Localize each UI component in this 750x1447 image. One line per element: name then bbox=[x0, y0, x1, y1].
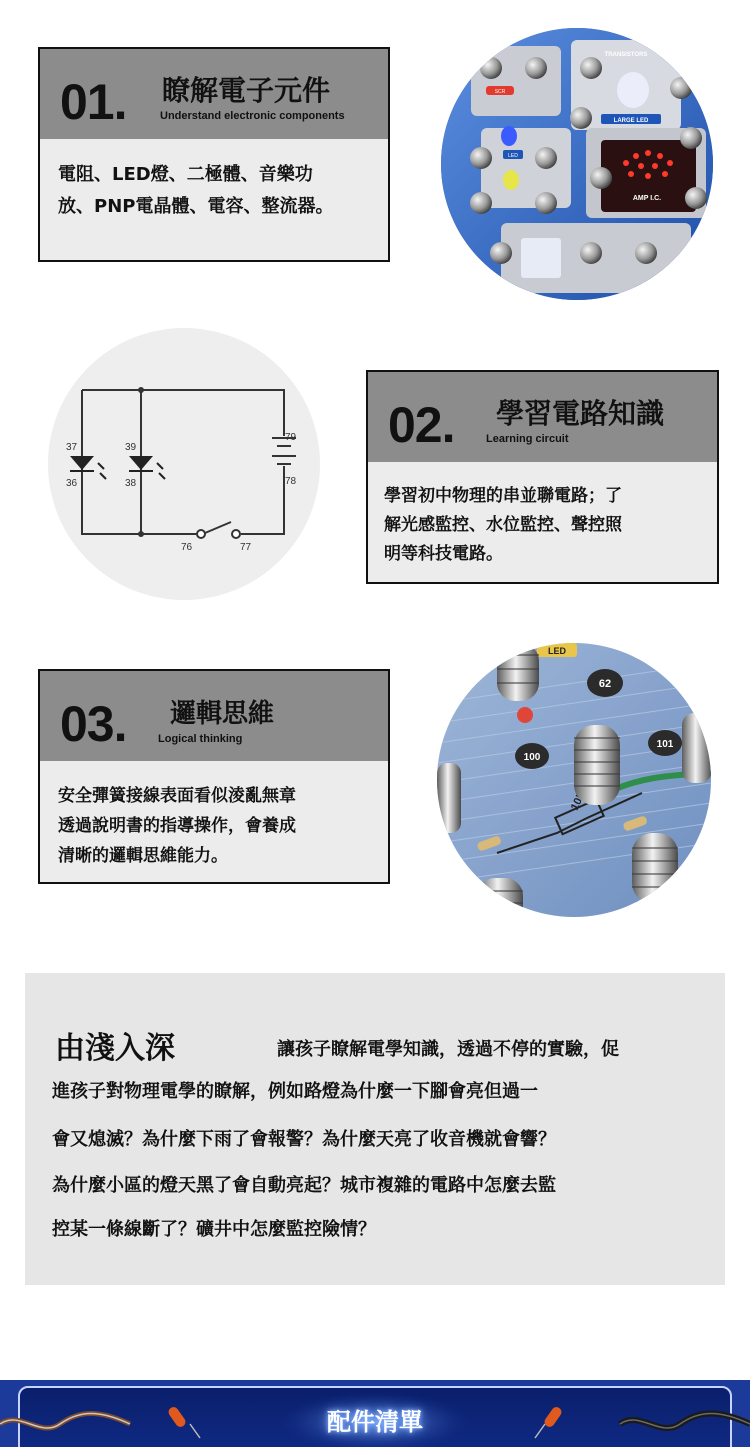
feature-title: 學習電路知識 bbox=[496, 397, 665, 430]
feature-card-02 bbox=[366, 370, 719, 584]
svg-text:79: 79 bbox=[285, 432, 297, 443]
intro-text-line: 為什麼小區的燈天黑了會自動亮起？城市複雜的電路中怎麼去監 bbox=[52, 1175, 556, 1196]
feature-description: 電阻、LED燈、二極體、音樂功 放、PNP電晶體、電容、整流器。 bbox=[58, 164, 334, 217]
svg-text:78: 78 bbox=[285, 476, 297, 487]
svg-text:LARGE LED: LARGE LED bbox=[613, 118, 649, 124]
intro-text-line: 會又熄滅？為什麼下雨了會報警？為什麼天亮了收音機就會響？ bbox=[52, 1129, 556, 1150]
intro-text-line: 讓孩子瞭解電學知識，透過不停的實驗，促 bbox=[277, 1039, 619, 1060]
svg-text:SCR: SCR bbox=[494, 89, 506, 95]
schematic-image bbox=[48, 328, 320, 600]
led-component-icon bbox=[535, 1405, 563, 1438]
feature-subtitle: Learning circuit bbox=[486, 433, 569, 445]
svg-text:76: 76 bbox=[181, 542, 193, 553]
svg-text:36: 36 bbox=[66, 478, 78, 489]
feature-number: 02. bbox=[388, 397, 455, 453]
svg-text:LED: LED bbox=[508, 153, 518, 159]
accessories-banner bbox=[0, 1380, 750, 1447]
feature-title: 邏輯思維 bbox=[170, 699, 275, 729]
feature-number: 03. bbox=[60, 696, 127, 752]
feature-subtitle: Understand electronic components bbox=[160, 110, 345, 122]
circuit-board-image bbox=[441, 28, 713, 300]
svg-text:TRANSISTORS: TRANSISTORS bbox=[604, 52, 648, 58]
feature-card-01 bbox=[38, 47, 390, 262]
feature-title: 瞭解電子元件 bbox=[162, 74, 331, 107]
svg-text:37: 37 bbox=[66, 442, 78, 453]
banner-title: 配件清單 bbox=[327, 1408, 423, 1436]
intro-text-line: 控某一條線斷了？礦井中怎麼監控險情？ bbox=[52, 1219, 376, 1240]
feature-description: 學習初中物理的串並聯電路；了 解光感監控、水位監控、聲控照 明等科技電路。 bbox=[384, 486, 622, 564]
svg-text:101: 101 bbox=[656, 739, 674, 750]
spring-connectors-image bbox=[437, 643, 711, 917]
svg-text:LED: LED bbox=[548, 646, 566, 656]
svg-text:39: 39 bbox=[125, 442, 137, 453]
svg-text:100: 100 bbox=[523, 752, 541, 763]
feature-subtitle: Logical thinking bbox=[158, 733, 243, 745]
svg-text:38: 38 bbox=[125, 478, 137, 489]
feature-number: 01. bbox=[60, 74, 127, 130]
intro-text-line: 進孩子對物理電學的瞭解，例如路燈為什麼一下腳會亮但過一 bbox=[52, 1081, 538, 1102]
intro-heading: 由淺入深 bbox=[55, 1031, 175, 1066]
led-component-icon bbox=[167, 1405, 200, 1438]
svg-text:62: 62 bbox=[598, 678, 612, 690]
svg-text:77: 77 bbox=[240, 542, 252, 553]
svg-text:AMP I.C.: AMP I.C. bbox=[632, 195, 662, 202]
feature-card-03 bbox=[38, 669, 390, 884]
intro-panel bbox=[25, 973, 725, 1285]
feature-description: 安全彈簧接線表面看似淩亂無章 透過說明書的指導操作，會養成 清晰的邏輯思維能力。 bbox=[58, 786, 296, 866]
